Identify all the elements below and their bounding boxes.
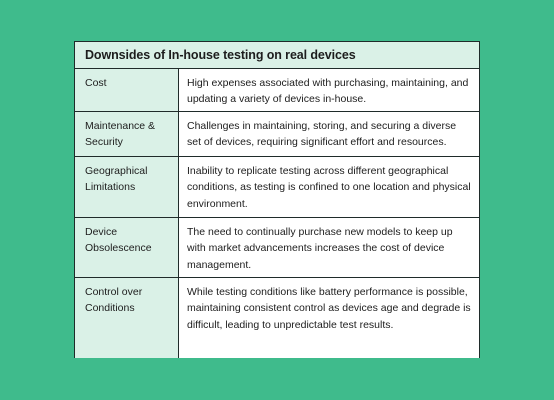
- row-label-control-over-conditions: Control over Conditions: [75, 278, 179, 358]
- row-description-control-over-conditions: While testing conditions like battery performance is possible, maintaining consistent control as devices age and degrade is difficult, leading to unpredictable test results.: [179, 278, 479, 358]
- row-label-cost: Cost: [75, 69, 179, 111]
- row-description-device-obsolescence: The need to continually purchase new models to keep up with market advancements increases the cost of device management.: [179, 218, 479, 277]
- table-row: [75, 69, 479, 112]
- table-row: [75, 278, 479, 358]
- table-row: [75, 112, 479, 157]
- table-row: [75, 157, 479, 218]
- table-title: Downsides of In-house testing on real devices: [75, 42, 479, 69]
- row-description-geographical-limitations: Inability to replicate testing across different geographical conditions, as testing is confined to one location and physical environment.: [179, 157, 479, 217]
- row-label-maintenance-security: Maintenance & Security: [75, 112, 179, 156]
- table-row: [75, 218, 479, 278]
- row-label-geographical-limitations: Geographical Limitations: [75, 157, 179, 217]
- row-description-maintenance-security: Challenges in maintaining, storing, and securing a diverse set of devices, requiring significant effort and resources.: [179, 112, 479, 156]
- downsides-table: [74, 41, 480, 358]
- row-description-cost: High expenses associated with purchasing, maintaining, and updating a variety of devices in-house.: [179, 69, 479, 111]
- row-label-device-obsolescence: Device Obsolescence: [75, 218, 179, 277]
